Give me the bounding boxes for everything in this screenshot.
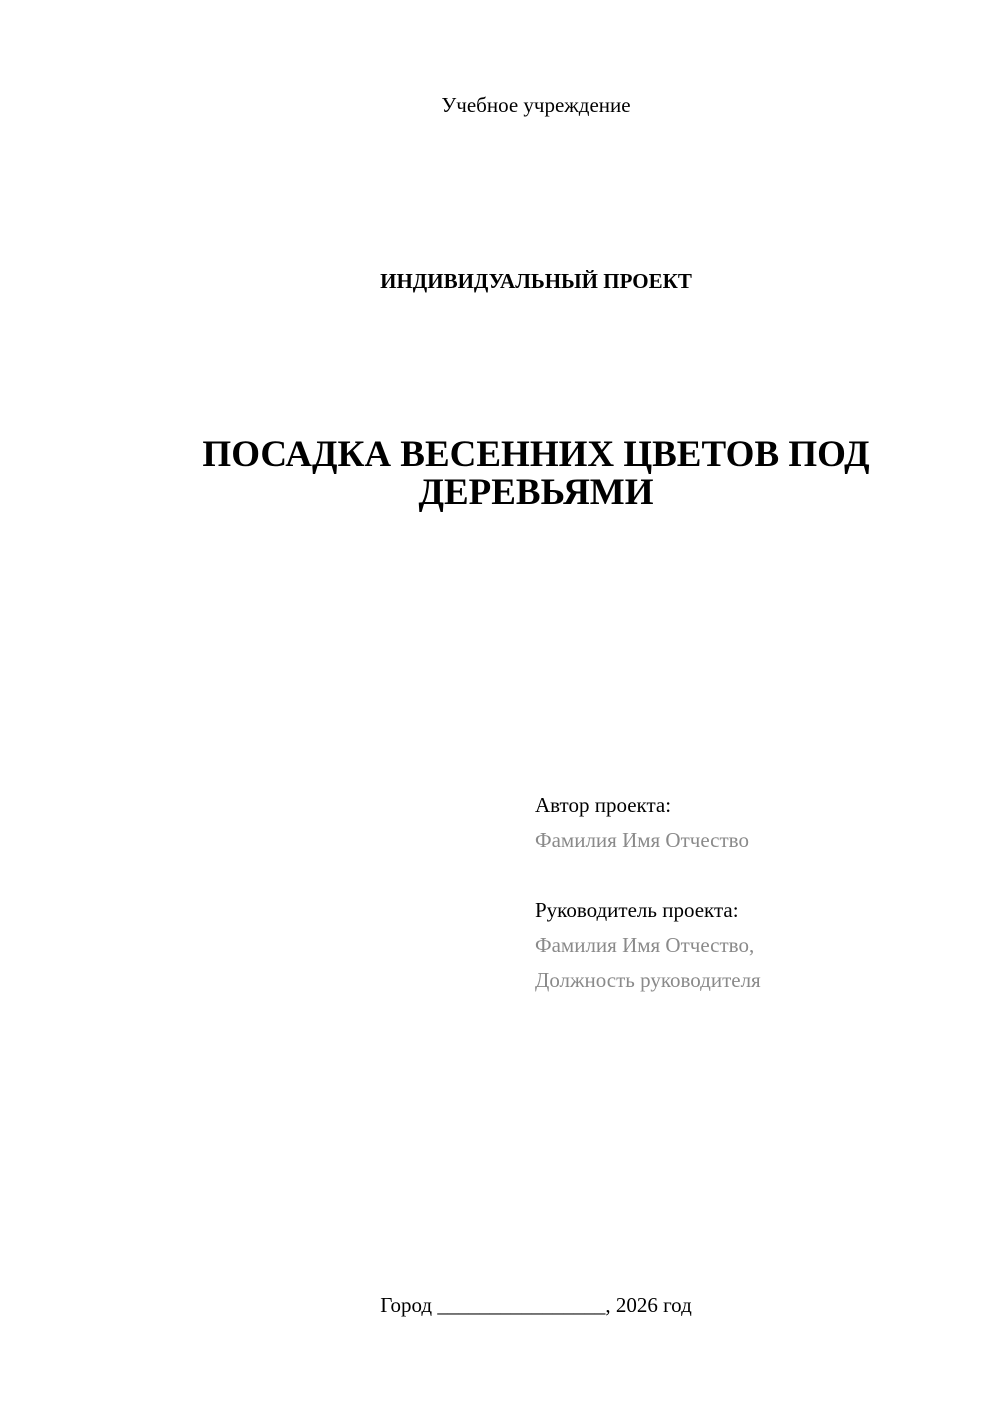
supervisor-label: Руководитель проекта: [535, 898, 739, 922]
supervisor-name: Фамилия Имя Отчество, [535, 933, 755, 957]
city-year-line: Город ________________, 2026 год [380, 1293, 692, 1317]
author-label: Автор проекта: [535, 793, 672, 817]
institution-name: Учебное учреждение [441, 93, 631, 117]
project-info-block [535, 788, 975, 998]
project-type-heading: ИНДИВИДУАЛЬНЫЙ ПРОЕКТ [380, 269, 692, 293]
project-title-line-2: ДЕРЕВЬЯМИ [418, 472, 654, 513]
project-title-line-1: ПОСАДКА ВЕСЕННИХ ЦВЕТОВ ПОД [202, 434, 870, 475]
spacer [535, 858, 975, 893]
author-name: Фамилия Имя Отчество [535, 828, 749, 852]
project-title [150, 436, 922, 512]
supervisor-position: Должность руководителя [535, 968, 761, 992]
